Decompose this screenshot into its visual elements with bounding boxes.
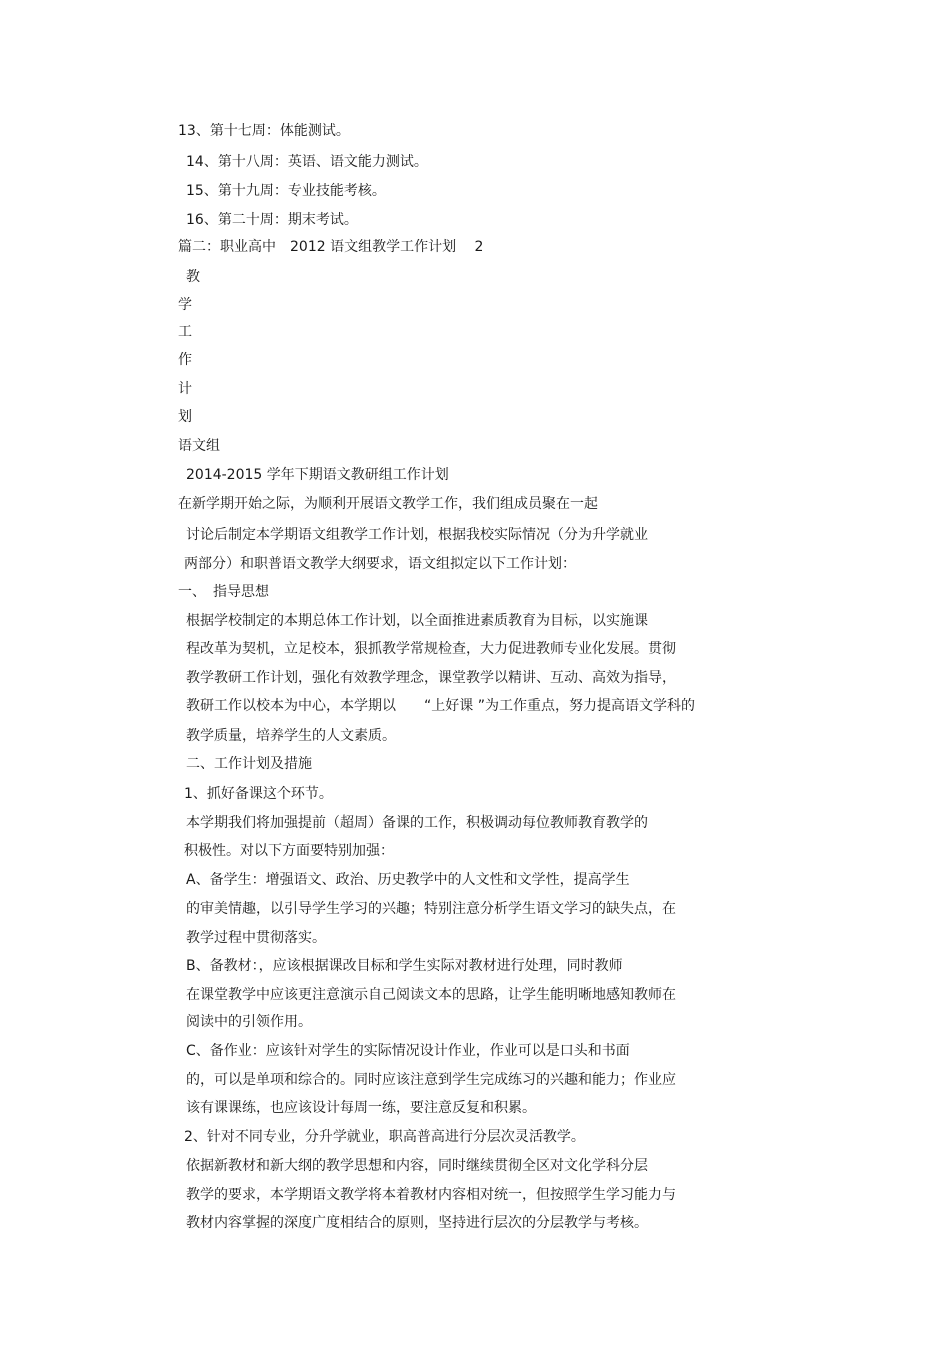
group-name: 语文组	[178, 438, 220, 454]
text-line: B、备教材：，应该根据课改目标和学生实际对教材进行处理，同时教师	[186, 958, 623, 974]
vertical-title-char: 划	[178, 409, 192, 425]
vertical-title-char: 学	[178, 297, 192, 313]
section-heading: 篇二：职业高中 2012 语文组教学工作计划 2	[178, 239, 484, 255]
text-line: 讨论后制定本学期语文组教学工作计划，根据我校实际情况（分为升学就业	[186, 527, 648, 543]
vertical-title-char: 教	[186, 269, 200, 285]
subsection-heading: 2、针对不同专业，分升学就业，职高普高进行分层次灵活教学。	[184, 1129, 585, 1145]
text-line: A、备学生：增强语文、政治、历史教学中的人文性和文学性，提高学生	[186, 872, 630, 888]
text-line: 阅读中的引领作用。	[186, 1014, 312, 1030]
text-line: 的审美情趣，以引导学生学习的兴趣；特别注意分析学生语文学习的缺失点，在	[186, 901, 676, 917]
text-line: 16、第二十周：期末考试。	[186, 212, 358, 228]
text-line: 教学教研工作计划，强化有效教学理念，课堂教学以精讲、互动、高效为指导，	[186, 670, 676, 686]
text-line: 13、第十七周：体能测试。	[178, 123, 350, 139]
section-heading: 一、 指导思想	[178, 584, 269, 600]
text-line: 教学质量，培养学生的人文素质。	[186, 728, 396, 744]
text-line: 依据新教材和新大纲的教学思想和内容，同时继续贯彻全区对文化学科分层	[186, 1158, 648, 1174]
text-line: 教学过程中贯彻落实。	[186, 930, 326, 946]
text-line: 程改革为契机，立足校本，狠抓教学常规检查，大力促进教师专业化发展。贯彻	[186, 641, 676, 657]
text-line: 的，可以是单项和综合的。同时应该注意到学生完成练习的兴趣和能力；作业应	[186, 1072, 676, 1088]
vertical-title-char: 工	[178, 324, 192, 340]
text-line: 15、第十九周：专业技能考核。	[186, 183, 386, 199]
text-line: 教研工作以校本为中心，本学期以 “上好课 ”为工作重点，努力提高语文学科的	[186, 698, 695, 714]
text-line: 两部分）和职普语文教学大纲要求，语文组拟定以下工作计划：	[184, 556, 576, 572]
text-line: 该有课课练，也应该设计每周一练，要注意反复和积累。	[186, 1100, 536, 1116]
text-line: 根据学校制定的本期总体工作计划，以全面推进素质教育为目标，以实施课	[186, 613, 648, 629]
plan-title: 2014-2015 学年下期语文教研组工作计划	[186, 467, 449, 483]
text-line: 在课堂教学中应该更注意演示自己阅读文本的思路，让学生能明晰地感知教师在	[186, 987, 676, 1003]
text-line: 14、第十八周：英语、语文能力测试。	[186, 154, 428, 170]
text-line: 本学期我们将加强提前（超周）备课的工作，积极调动每位教师教育教学的	[186, 815, 648, 831]
vertical-title-char: 作	[178, 352, 192, 368]
subsection-heading: 1、抓好备课这个环节。	[184, 786, 333, 802]
text-line: 教材内容掌握的深度广度相结合的原则，坚持进行层次的分层教学与考核。	[186, 1215, 648, 1231]
section-heading: 二、工作计划及措施	[186, 756, 312, 772]
vertical-title-char: 计	[178, 381, 192, 397]
text-line: 积极性。对以下方面要特别加强：	[184, 843, 394, 859]
text-line: 在新学期开始之际，为顺利开展语文教学工作，我们组成员聚在一起	[178, 496, 598, 512]
text-line: C、备作业：应该针对学生的实际情况设计作业，作业可以是口头和书面	[186, 1043, 630, 1059]
text-line: 教学的要求，本学期语文教学将本着教材内容相对统一，但按照学生学习能力与	[186, 1187, 676, 1203]
